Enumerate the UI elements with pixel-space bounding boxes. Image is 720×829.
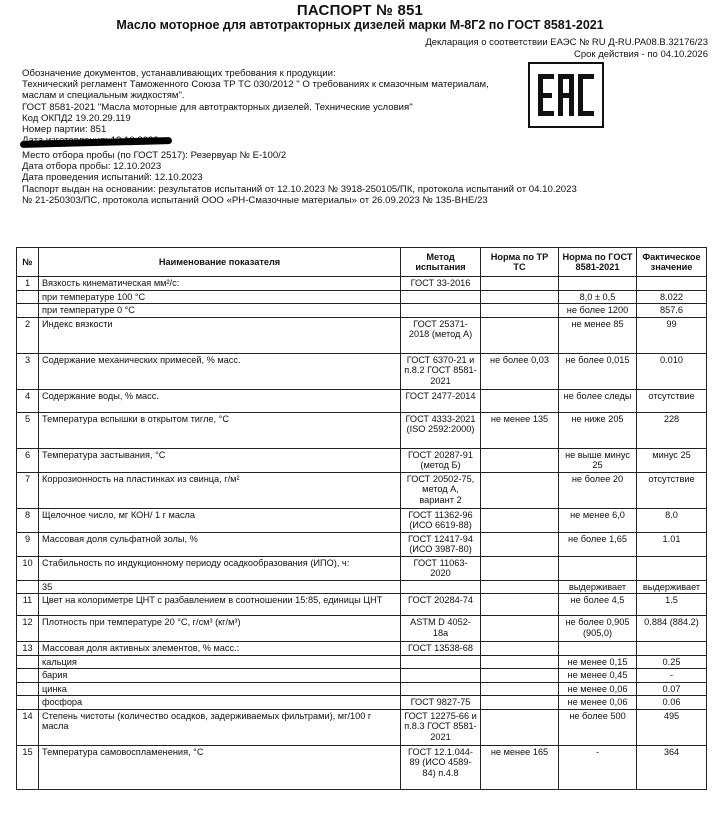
row-number: 8 — [17, 508, 39, 532]
row-norm-gost: - — [559, 745, 637, 789]
row-parameter: Индекс вязкости — [39, 317, 401, 353]
row-norm-gost: не выше минус 25 — [559, 448, 637, 472]
row-method — [401, 304, 481, 318]
row-norm-gost: не более 500 — [559, 709, 637, 745]
row-norm-gost: не более 0,905 (905,0) — [559, 616, 637, 642]
row-parameter: при температуре 0 °С — [39, 304, 401, 318]
row-actual-value: 0.07 — [637, 682, 707, 696]
col-header-actual: Фактическое значение — [637, 248, 707, 277]
info-line: Дата отбора пробы: 12.10.2023 — [22, 161, 162, 173]
row-norm-gost: не менее 0,45 — [559, 669, 637, 683]
table-row — [17, 353, 707, 389]
row-method — [401, 290, 481, 304]
row-parameter: при температуре 100 °С — [39, 290, 401, 304]
row-parameter: Щелочное число, мг КОН/ 1 г масла — [39, 508, 401, 532]
row-actual-value: 1.5 — [637, 594, 707, 616]
table-row — [17, 317, 707, 353]
row-parameter: Содержание механических примесей, % масс. — [39, 353, 401, 389]
row-norm-gost: не менее 85 — [559, 317, 637, 353]
col-header-parameter: Наименование показателя — [39, 248, 401, 277]
row-norm-gost: не более 1200 — [559, 304, 637, 318]
row-method — [401, 655, 481, 669]
row-actual-value — [637, 556, 707, 580]
row-norm-gost: 8,0 ± 0,5 — [559, 290, 637, 304]
row-number: 9 — [17, 532, 39, 556]
row-number: 5 — [17, 412, 39, 448]
row-norm-trts — [481, 389, 559, 412]
col-header-norm-gost: Норма по ГОСТ 8581-2021 — [559, 248, 637, 277]
row-norm-trts — [481, 556, 559, 580]
row-method: ASTM D 4052-18a — [401, 616, 481, 642]
validity-period: Срок действия - по 04.10.2026 — [573, 49, 708, 60]
row-norm-trts — [481, 532, 559, 556]
table-row — [17, 682, 707, 696]
row-actual-value: минус 25 — [637, 448, 707, 472]
row-number — [17, 304, 39, 318]
row-method: ГОСТ 12275-66 и п.8.3 ГОСТ 8581-2021 — [401, 709, 481, 745]
table-row — [17, 304, 707, 318]
col-header-number: № — [17, 248, 39, 277]
row-number — [17, 696, 39, 710]
row-norm-trts — [481, 655, 559, 669]
row-number: 15 — [17, 745, 39, 789]
row-number: 12 — [17, 616, 39, 642]
row-actual-value: отсутствие — [637, 472, 707, 508]
row-norm-trts — [481, 317, 559, 353]
row-parameter: цинка — [39, 682, 401, 696]
row-number: 13 — [17, 642, 39, 656]
table-row — [17, 508, 707, 532]
row-number: 7 — [17, 472, 39, 508]
info-line: ГОСТ 8581-2021 "Масла моторные для автотракторных дизелей. Технические условия" — [22, 101, 413, 113]
table-row — [17, 532, 707, 556]
row-actual-value: 1.01 — [637, 532, 707, 556]
row-norm-trts — [481, 696, 559, 710]
row-norm-trts — [481, 448, 559, 472]
row-norm-trts: не менее 165 — [481, 745, 559, 789]
row-norm-gost: выдерживает — [559, 580, 637, 594]
row-actual-value: 228 — [637, 412, 707, 448]
table-row — [17, 616, 707, 642]
row-actual-value: - — [637, 669, 707, 683]
test-results-table — [16, 247, 707, 790]
row-parameter: Содержание воды, % масс. — [39, 389, 401, 412]
table-row — [17, 556, 707, 580]
row-actual-value: 364 — [637, 745, 707, 789]
row-norm-trts — [481, 594, 559, 616]
row-norm-trts — [481, 669, 559, 683]
row-parameter: Цвет на колориметре ЦНТ с разбавлением в соотношении 15:85, единицы ЦНТ — [39, 594, 401, 616]
row-number — [17, 580, 39, 594]
row-norm-gost — [559, 556, 637, 580]
table-row — [17, 412, 707, 448]
row-norm-gost: не менее 0,06 — [559, 682, 637, 696]
row-parameter: Температура вспышки в открытом тигле, °С — [39, 412, 401, 448]
table-row — [17, 669, 707, 683]
row-parameter: Степень чистоты (количество осадков, задерживаемых фильтрами), мг/100 г масла — [39, 709, 401, 745]
table-row — [17, 472, 707, 508]
row-norm-gost: не менее 0,15 — [559, 655, 637, 669]
row-actual-value: 495 — [637, 709, 707, 745]
row-actual-value: 0.884 (884.2) — [637, 616, 707, 642]
row-number: 1 — [17, 277, 39, 291]
row-actual-value: 8.022 — [637, 290, 707, 304]
info-line: Технический регламент Таможенного Союза ТР ТС 030/2012 " О требованиях к смазочным материалам, маслам и специальным жидкостям". — [22, 79, 489, 102]
info-line: Дата проведения испытаний: 12.10.2023 — [22, 172, 203, 184]
row-parameter: кальция — [39, 655, 401, 669]
col-header-method: Метод испытания — [401, 248, 481, 277]
row-number: 4 — [17, 389, 39, 412]
table-header-row — [17, 248, 707, 277]
row-method: ГОСТ 9827-75 — [401, 696, 481, 710]
row-parameter: Коррозионность на пластинках из свинца, г/м² — [39, 472, 401, 508]
row-method: ГОСТ 12417-94 (ИСО 3987-80) — [401, 532, 481, 556]
info-line: Место отбора пробы (по ГОСТ 2517): Резервуар № Е-100/2 — [22, 150, 287, 161]
col-header-norm-trts: Норма по ТР ТС — [481, 248, 559, 277]
row-norm-gost: не более 4,5 — [559, 594, 637, 616]
row-parameter: Температура застывания, °С — [39, 448, 401, 472]
row-norm-gost: не менее 6,0 — [559, 508, 637, 532]
row-actual-value: 0.010 — [637, 353, 707, 389]
row-norm-gost — [559, 277, 637, 291]
row-parameter: Массовая доля сульфатной золы, % — [39, 532, 401, 556]
table-row — [17, 277, 707, 291]
eac-logo-icon — [528, 62, 604, 128]
table-row — [17, 594, 707, 616]
row-method — [401, 682, 481, 696]
table-row — [17, 642, 707, 656]
table-row — [17, 389, 707, 412]
row-actual-value — [637, 642, 707, 656]
row-norm-trts — [481, 616, 559, 642]
row-number: 14 — [17, 709, 39, 745]
row-number — [17, 290, 39, 304]
row-norm-trts — [481, 277, 559, 291]
row-method: ГОСТ 20502-75, метод А, вариант 2 — [401, 472, 481, 508]
document-title: ПАСПОРТ № 851 — [296, 2, 424, 19]
row-method: ГОСТ 12.1.044-89 (ИСО 4589-84) п.4.8 — [401, 745, 481, 789]
row-method: ГОСТ 4333-2021 (ISO 2592:2000) — [401, 412, 481, 448]
row-number: 2 — [17, 317, 39, 353]
row-norm-trts — [481, 472, 559, 508]
row-norm-gost: не более 20 — [559, 472, 637, 508]
row-method: ГОСТ 25371-2018 (метод А) — [401, 317, 481, 353]
table-row — [17, 448, 707, 472]
row-norm-trts — [481, 642, 559, 656]
info-line: Обозначение документов, устанавливающих требования к продукции: — [22, 68, 336, 79]
row-norm-trts — [481, 580, 559, 594]
table-row — [17, 580, 707, 594]
row-norm-trts — [481, 709, 559, 745]
table-row — [17, 655, 707, 669]
document-subtitle: Масло моторное для автотракторных дизелей марки М-8Г2 по ГОСТ 8581-2021 — [116, 18, 604, 32]
row-number: 6 — [17, 448, 39, 472]
row-method — [401, 669, 481, 683]
declaration-block — [288, 37, 708, 61]
table-row — [17, 290, 707, 304]
sampling-info — [22, 150, 582, 206]
row-norm-trts: не более 0,03 — [481, 353, 559, 389]
table-row — [17, 696, 707, 710]
row-parameter: Температура самовоспламенения, °С — [39, 745, 401, 789]
row-actual-value: 857.6 — [637, 304, 707, 318]
row-norm-trts — [481, 290, 559, 304]
row-number — [17, 655, 39, 669]
declaration-number: Декларация о соответствии ЕАЭС № RU Д-RU.PA08.В.32176/23 — [425, 37, 708, 48]
row-norm-gost: не более 1,65 — [559, 532, 637, 556]
row-norm-trts: не менее 135 — [481, 412, 559, 448]
row-number — [17, 682, 39, 696]
row-actual-value — [637, 277, 707, 291]
row-norm-gost: не более следы — [559, 389, 637, 412]
row-method: ГОСТ 33-2016 — [401, 277, 481, 291]
row-number: 11 — [17, 594, 39, 616]
info-line: Код ОКПД2 19.20.29.119 — [22, 112, 131, 124]
row-norm-gost: не более 0,015 — [559, 353, 637, 389]
row-method: ГОСТ 11362-96 (ИСО 6619-88) — [401, 508, 481, 532]
row-actual-value: отсутствие — [637, 389, 707, 412]
document-info — [22, 68, 522, 146]
table-row — [17, 709, 707, 745]
row-norm-trts — [481, 508, 559, 532]
row-method: ГОСТ 13538-68 — [401, 642, 481, 656]
row-actual-value: 8.0 — [637, 508, 707, 532]
row-method: ГОСТ 20287-91 (метод Б) — [401, 448, 481, 472]
row-method — [401, 580, 481, 594]
info-line: Паспорт выдан на основании: результатов испытаний от 12.10.2023 № 3918-250105/ПК, протокола испытаний от 04.10.2023 № 21-250303/ПС, протокола испытаний ООО «РН-Смазочные материалы» от 26.09.2023 № 135-ВНЕ/23 — [22, 183, 577, 206]
row-method: ГОСТ 6370-21 и п.8.2 ГОСТ 8581-2021 — [401, 353, 481, 389]
info-line: Номер партии: 851 — [22, 124, 107, 136]
row-norm-trts — [481, 304, 559, 318]
row-method: ГОСТ 2477-2014 — [401, 389, 481, 412]
table-row — [17, 745, 707, 789]
row-method: ГОСТ 11063-2020 — [401, 556, 481, 580]
row-actual-value: выдерживает — [637, 580, 707, 594]
row-norm-gost: не ниже 205 — [559, 412, 637, 448]
row-norm-gost: не менее 0,06 — [559, 696, 637, 710]
row-actual-value: 0.25 — [637, 655, 707, 669]
row-number: 3 — [17, 353, 39, 389]
row-parameter: Массовая доля активных элементов, % масс.: — [39, 642, 401, 656]
row-parameter: Вязкость кинематическая мм²/с: — [39, 277, 401, 291]
row-norm-gost — [559, 642, 637, 656]
row-number: 10 — [17, 556, 39, 580]
row-number — [17, 669, 39, 683]
row-parameter: фосфора — [39, 696, 401, 710]
row-parameter: 35 — [39, 580, 401, 594]
row-actual-value: 99 — [637, 317, 707, 353]
row-parameter: Стабильность по индукционному периоду осадкообразования (ИПО), ч: — [39, 556, 401, 580]
row-method: ГОСТ 20284-74 — [401, 594, 481, 616]
row-parameter: Плотность при температуре 20 °С, г/см³ (кг/м³) — [39, 616, 401, 642]
row-norm-trts — [481, 682, 559, 696]
row-actual-value: 0.06 — [637, 696, 707, 710]
row-parameter: бария — [39, 669, 401, 683]
